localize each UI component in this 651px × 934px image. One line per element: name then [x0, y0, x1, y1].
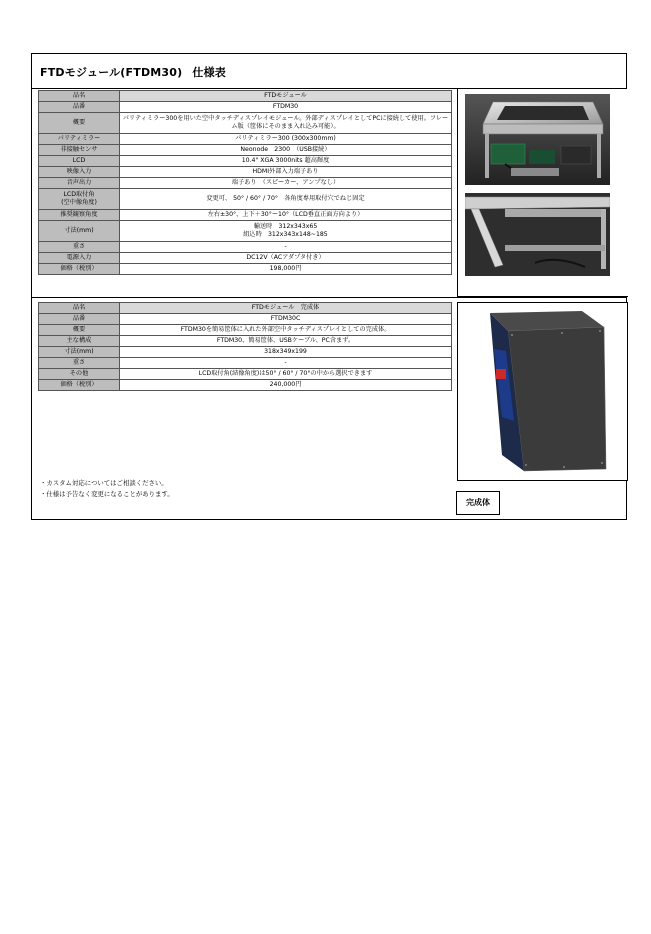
- spec-value: 変更可、 50° / 60° / 70° 各角度専用取付穴でねじ固定: [120, 189, 452, 210]
- spec-key: 重さ: [39, 358, 120, 369]
- spec-row: [39, 189, 452, 210]
- spec-row: [39, 221, 452, 242]
- spec-value: -: [120, 358, 452, 369]
- spec-row: [39, 347, 452, 358]
- spec-row: [39, 156, 452, 167]
- spec-key: 価格（税別）: [39, 264, 120, 275]
- spec-value: 240,000円: [120, 380, 452, 391]
- spec-sheet-frame: [31, 53, 627, 520]
- spec-key: 映像入力: [39, 167, 120, 178]
- spec-row: [39, 325, 452, 336]
- page-title: [40, 64, 226, 80]
- title-bar: [32, 54, 626, 89]
- spec-row: [39, 167, 452, 178]
- spec-value: FTDM30: [120, 102, 452, 113]
- spec-value: FTDモジュール 完成体: [120, 303, 452, 314]
- spec-row: [39, 303, 452, 314]
- complete-unit-photo: [472, 309, 617, 474]
- spec-key: 品番: [39, 102, 120, 113]
- spec-table-complete: [38, 302, 452, 391]
- spec-key: LCD: [39, 156, 120, 167]
- module-photo-top: [465, 94, 610, 185]
- spec-key: 概要: [39, 325, 120, 336]
- spec-row: [39, 242, 452, 253]
- spec-row: [39, 102, 452, 113]
- spec-row: [39, 91, 452, 102]
- spec-row: [39, 358, 452, 369]
- spec-key: 非接触センサ: [39, 145, 120, 156]
- spec-key: 寸法(mm): [39, 347, 120, 358]
- spec-value: 318x349x199: [120, 347, 452, 358]
- spec-value: 10.4" XGA 3000nits 超高輝度: [120, 156, 452, 167]
- spec-value: パリティミラー300を用いた空中タッチディスプレイモジュール。外部ディスプレイとしてPCに接続して使用。フレーム版（筐体にそのまま入れ込み可能）。: [120, 113, 452, 134]
- spec-key: 品番: [39, 314, 120, 325]
- spec-value: FTDM30、簡易筐体、USBケーブル、PC含まず。: [120, 336, 452, 347]
- spec-row: [39, 314, 452, 325]
- spec-row: [39, 145, 452, 156]
- spec-key: 電源入力: [39, 253, 120, 264]
- spec-key: 音声出力: [39, 178, 120, 189]
- spec-row: [39, 369, 452, 380]
- spec-value: HDMI外部入力端子あり: [120, 167, 452, 178]
- notes: [40, 478, 174, 500]
- spec-key: LCD取付角 (空中像角度): [39, 189, 120, 210]
- spec-row: [39, 113, 452, 134]
- spec-value: 輸送時 312x343x65 組込時 312x343x148~185: [120, 221, 452, 242]
- spec-key: 品名: [39, 303, 120, 314]
- spec-row: [39, 210, 452, 221]
- spec-value: 端子あり （スピーカー、アンプなし）: [120, 178, 452, 189]
- note-item: ・カスタム対応についてはご相談ください。: [40, 479, 168, 487]
- module-photo-side: [465, 193, 610, 276]
- spec-value: DC12V（ACアダプタ付き）: [120, 253, 452, 264]
- title-main: FTDモジュール(FTDM30): [40, 66, 183, 79]
- spec-row: [39, 264, 452, 275]
- spec-row: [39, 253, 452, 264]
- spec-key: 寸法(mm): [39, 221, 120, 242]
- note-item: ・仕様は予告なく変更になることがあります。: [40, 490, 174, 498]
- spec-key: 主な構成: [39, 336, 120, 347]
- spec-value: パリティミラー300 (300x300mm): [120, 134, 452, 145]
- spec-value: Neonode 2300 （USB接続）: [120, 145, 452, 156]
- spec-value: FTDM30を簡易筐体に入れた外部空中タッチディスプレイとしての完成体。: [120, 325, 452, 336]
- spec-row: [39, 134, 452, 145]
- title-sub: 仕様表: [192, 66, 226, 79]
- spec-value: -: [120, 242, 452, 253]
- spec-row: [39, 336, 452, 347]
- spec-row: [39, 178, 452, 189]
- spec-key: 重さ: [39, 242, 120, 253]
- spec-key: その他: [39, 369, 120, 380]
- module-photos: [457, 89, 628, 297]
- spec-key: 推奨観察角度: [39, 210, 120, 221]
- spec-value: LCD取付角(結像角度)は50° / 60° / 70°の中から選択できます: [120, 369, 452, 380]
- spec-key: 概要: [39, 113, 120, 134]
- complete-badge: 完成体: [456, 491, 500, 515]
- spec-table-module: [38, 90, 452, 275]
- spec-value: FTDM30C: [120, 314, 452, 325]
- spec-row: [39, 380, 452, 391]
- section-divider: [32, 297, 626, 298]
- spec-value: 198,000円: [120, 264, 452, 275]
- spec-key: 品名: [39, 91, 120, 102]
- spec-key: パリティミラー: [39, 134, 120, 145]
- spec-key: 価格（税別）: [39, 380, 120, 391]
- spec-value: 左右±30°、上下＋30°ー10°（LCD垂直正面方向より）: [120, 210, 452, 221]
- complete-photo-box: [457, 302, 628, 481]
- spec-value: FTDモジュール: [120, 91, 452, 102]
